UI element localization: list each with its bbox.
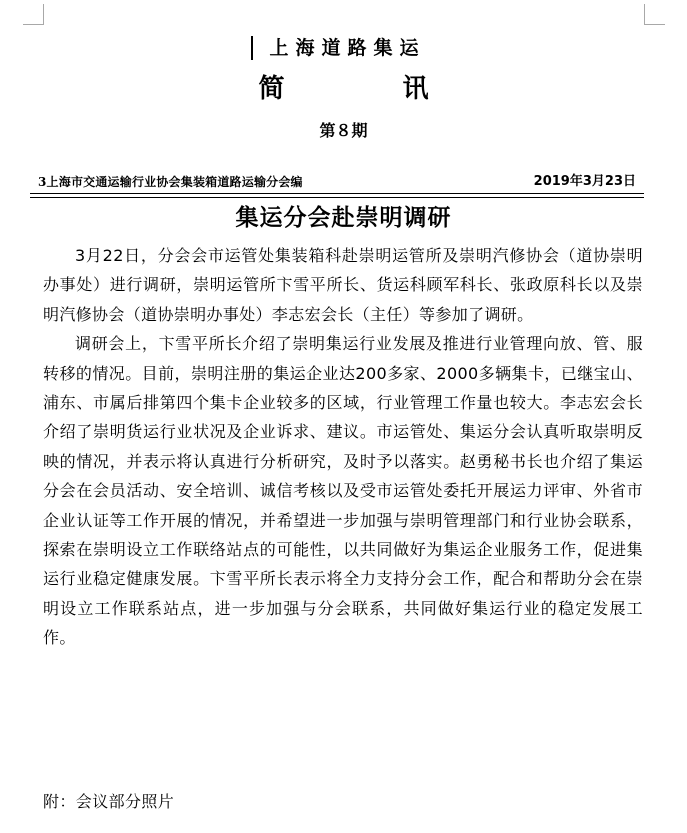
masthead-rule-bottom <box>30 197 644 198</box>
article-paragraph-1: 3月22日，分会会市运管处集装箱科赴崇明运管所及崇明汽修协会（道协崇明办事处）进行调研，崇明运管所卞雪平所长、货运科顾军科长、张政原科长以及崇明汽修协会（道协崇明办事处）李志宏会长（主任）等参加了调研。 <box>43 246 643 324</box>
masthead-rule-top <box>30 193 644 194</box>
masthead-line <box>30 172 644 192</box>
issue-date: 2019年3月23日 <box>533 174 636 189</box>
editor-line: 3上海市交通运输行业协会集装箱道路运输分会编 <box>38 175 303 189</box>
crop-mark-top-right <box>644 4 665 25</box>
org-name: 上海道路集运 <box>269 37 426 59</box>
article-paragraph-2: 调研会上，卞雪平所长介绍了崇明集运行业发展及推进行业管理向放、管、服转移的情况。目前，崇明注册的集运企业达200多家、2000多辆集卡，已继宝山、浦东、市属后排第四个集卡企业较多的区域，行业管理工作量也较大。李志宏会长介绍了崇明货运行业状况及企业诉求、建议。市运管处、集运分会认真听取崇明反映的情况，并表示将认真进行分析研究，及时予以落实。赵勇秘书长也介绍了集运分会在会员活动、安全培训、诚信考核以及受市运管处委托开展运力评审、外省市企业认证等工作开展的情况，并希望进一步加强与崇明管理部门和行业协会联系，探索在崇明设立工作联络站点的可能性，以共同做好为集运企业服务工作，促进集运行业稳定健康发展。卞雪平所长表示将全力支持分会工作，配合和帮助分会在崇明设立工作联系站点，进一步加强与分会联系，共同做好集运行业的稳定发展工作。 <box>43 334 643 648</box>
attachment-note: 附：会议部分照片 <box>43 792 175 811</box>
issue-number: 第８期 <box>319 121 368 140</box>
doc-title: 简讯 <box>258 74 547 104</box>
article-title: 集运分会赴崇明调研 <box>235 204 452 231</box>
article-body <box>43 241 643 653</box>
crop-mark-top-left <box>23 4 44 25</box>
